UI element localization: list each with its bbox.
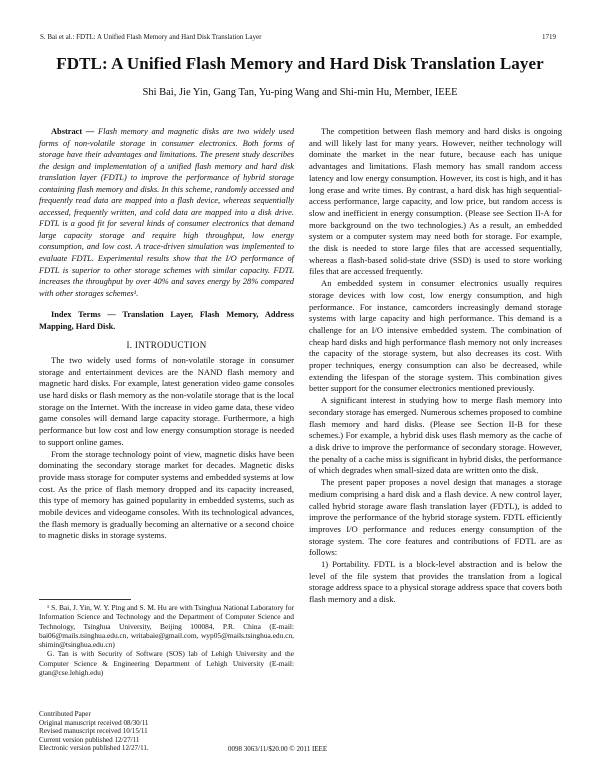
index-terms: Index Terms — Translation Layer, Flash Memory, Address Mapping, Hard Disk. <box>39 310 294 331</box>
author-list: Shi Bai, Jie Yin, Gang Tan, Yu-ping Wang and Shi-min Hu, Member, IEEE <box>142 87 458 98</box>
abstract <box>39 126 294 299</box>
copyright-notice: 0098 3063/11/$20.00 © 2011 IEEE <box>228 745 328 753</box>
footnote-divider <box>39 599 131 600</box>
page-number: 1719 <box>542 33 556 41</box>
intro-paragraph: From the storage technology point of view, magnetic disks have been dominating the secondary storage market for decades. Magnetic disks provide mass storage for computer systems and embedded systems at low cost. As the price of flash memory dropped and its capacity increased, this type of memory has gained popularity in embedded systems, such as mobile devices and videogame consoles. With its technological advances, the flash memory is gradually becoming an alternative or a second choice to magnetic disks in storage systems. <box>39 448 294 541</box>
left-column <box>39 126 294 542</box>
intro-paragraph: The present paper proposes a novel design that manages a storage medium comprising a hard disk and a flash device. A new control layer, called hybrid storage aware flash translation layer (FDTL), is added to improve the performance of the hybrid storage system. FDTL efficiently improves I/O performance and reduces energy consumption of the storage system. The core features and contributions of FDTL are as follows: <box>309 477 562 558</box>
abstract-body: Flash memory and magnetic disks are two widely used forms of non-volatile storage in consumer electronics. Both forms of storage have their advantages and limitations. The present study describes the design and implementation of a unified flash memory and hard disk translation layer (FDTL) to improve the performance of hybrid storage containing flash memory and disks. In this scheme, randomly accessed and frequently read data are mapped into a flash device, whereas sequentially accessed, frequently written, and cold data are mapped into a disk drive. FDTL is a good fit for several kinds of consumer electronics that demand large capacity storage and require high throughput, low energy consumption, and low cost. A trace-driven simulation was implemented to evaluate FDTL. Experimental results show that the I/O performance of FDTL is superior to other storage schemes with similar capacity. FDTL increases the throughput by over 40% and saves energy by 28% compared with other storages schemes¹. <box>39 127 295 298</box>
intro-paragraph: The two widely used forms of non-volatile storage in consumer storage and entertainment devices are the NAND flash memory and magnetic hard disks. For example, latest generation video game consoles use hard disks or flash memory as the non-volatile storage that is the local storage on the Internet. With the increase in video game data, these video game consoles will demand large capacity storage. Furthermore, a high performance but low cost and low energy consumption storage is needed to support online games. <box>39 354 294 447</box>
footnote-affiliation-1: ¹ S. Bai, J. Yin, W. Y. Ping and S. M. Hu are with Tsinghua National Laboratory for Information Science and Technology and the Department of Computer Science and Technology, Tsinghua University, Beijing 100084, P.R. China (E-mail: bai06@mails.tsinghua.edu.cn, writabaie@gmail.com, wyp05@mails.tsinghua.edu.cn, shimin@tsinghua.edu.cn) <box>39 603 294 650</box>
publication-info <box>39 710 259 753</box>
pub-info-line: Contributed Paper <box>39 710 91 718</box>
contribution-item: 1) Portability. FDTL is a block-level abstraction and is below the level of the file system that provides the translation from a logical storage address space to a physical storage address space that covers both flash memory and a disk. <box>309 559 562 605</box>
intro-paragraph: An embedded system in consumer electronics usually requires storage devices with low cost, low energy consumption, and high performance. For instance, camcorders increasingly demand storage systems with large capacity and high performance. This demand is a challenge for an I/O intensive embedded system. The combination of cheap hard disks and high performance flash memory not only increases the capacity of the storage system, but also decreases its cost. With proper techniques, energy consumption can also be decreased, while extending the lifespan of the storage system. This combination gives better support for the consumer electronics mentioned previously. <box>309 278 562 394</box>
abstract-lead: Abstract — <box>51 127 95 136</box>
footnote-affiliation-2: G. Tan is with Security of Software (SOS) lab of Lehigh University and the Computer Science & Engineering Department of Lehigh University (E-mail: gtan@cse.lehigh.edu) <box>39 649 294 678</box>
pub-info-line: Original manuscript received 08/30/11 <box>39 718 149 727</box>
paper-title: FDTL: A Unified Flash Memory and Hard Disk Translation Layer <box>56 54 544 73</box>
footnotes <box>39 603 294 677</box>
intro-paragraph: A significant interest in studying how to merge flash memory into secondary storage has emerged. Numerous schemes proposed to combine flash memory and hard disks. (Please see Section II-B for these schemes.) For example, a hybrid disk uses flash memory as the cache of a disk drive to improve the performance of secondary storage. However, the penalty of a cache miss is significant in hybrid disks, the performance of which degrades when small-sized data are written onto the disk. <box>309 395 562 476</box>
running-header-title: S. Bai et al.: FDTL: A Unified Flash Memory and Hard Disk Translation Layer <box>40 33 262 41</box>
pub-info-line: Current version published 12/27/11 <box>39 735 140 744</box>
section-heading: I. INTRODUCTION <box>126 340 207 351</box>
pub-info-line: Revised manuscript received 10/15/11 <box>39 727 148 736</box>
pub-info-line: Electronic version published 12/27/11. <box>39 744 149 753</box>
running-header <box>40 33 556 41</box>
intro-paragraph: The competition between flash memory and hard disks is ongoing and will likely last for many years. However, neither technology will dominate the market in the near future, because each has unique advantages and limitations. Flash memory has small random access latency and low energy consumption. However, its cost is high, and it has long erase and write times. By contrast, a hard disk has high sequential-access performance, large capacity, and low price, but random access is slow and inefficient in energy consumption. (Please see Section II-A for more background on the two technologies.) As a result, an embedded system or a computer system may need both for storage. For example, the disk is needed to store large files that are accessed sequentially, whereas a flash-based solid-state drive (SSD) is used to store working files that are accessed frequently. <box>309 126 562 277</box>
right-column <box>309 126 562 606</box>
